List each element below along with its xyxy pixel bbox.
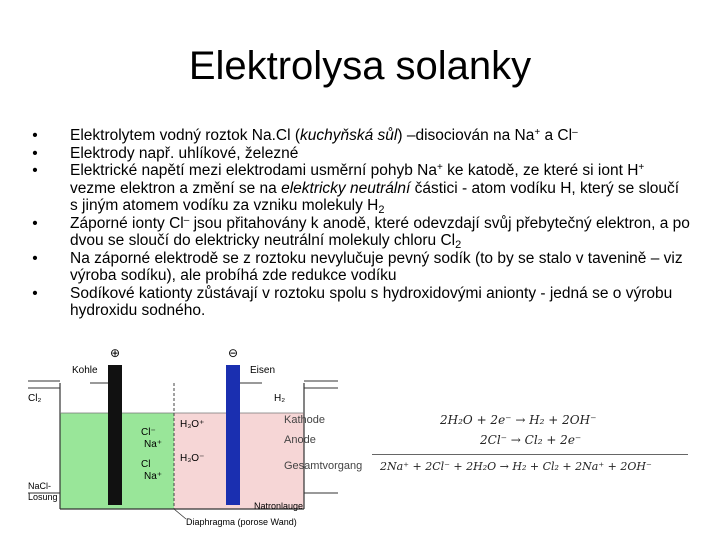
bullet-item — [30, 250, 690, 285]
bullet-text: Elektrolytem vodný roztok Na.Cl (kuchyňská sůl) –disociován na Na+ a Cl– — [70, 127, 578, 144]
ion-na-1: Na⁺ — [144, 439, 163, 450]
bullet-text: Záporné ionty Cl– jsou přitahovány k anodě, které odevzdají svůj přebytečný elektron, a po dvou se sloučí do elektricky neutrální molekuly chloru $Cl_2$ — [70, 214, 690, 251]
bullet-item — [30, 162, 690, 215]
bullet-list — [30, 127, 690, 320]
ion-h3o-1: H₃O⁺ — [180, 419, 205, 430]
kohle-label: Kohle — [72, 365, 98, 376]
bullet-item — [30, 215, 690, 250]
bullet-item — [30, 285, 690, 320]
anode-label: Anode — [284, 434, 316, 446]
bullet-text: Na záporné elektrodě se z roztoku nevylučuje pevný sodík (to by se stalo v tavenině – viz výroba sodíku), ale probíhá zde redukce vodíku — [70, 249, 683, 284]
bullet-text: Elektrické napětí mezi elektrodami usměrní pohyb Na+ ke katodě, ze které si iont H+ vezme elektron a změní se na elektricky neutrální částici - atom vodíku H, který se sloučí s jiným atomem vodíku za vzniku molekuly $H_2$ — [70, 162, 680, 216]
gesamtvorgang-label: Gesamtvorgang — [284, 460, 363, 472]
bullet-dot: • — [32, 144, 38, 162]
ion-cl-1: Cl⁻ — [141, 427, 156, 438]
diaphragma-label: Diaphragma (porose Wand) — [186, 517, 297, 527]
anode-electrode — [108, 365, 122, 505]
bullet-dot: • — [32, 284, 38, 302]
plus-sign: ⊕ — [110, 346, 121, 360]
slide-title: Elektrolysa solanky — [188, 44, 532, 88]
bullet-dot: • — [32, 249, 38, 267]
bullet-text: Sodíkové kationty zůstávají v roztoku spolu s hydroxidovými anionty - jedná se o výrobu hydroxidu sodného. — [70, 284, 673, 319]
equations-panel — [280, 410, 700, 490]
anode-equation: 2Cl⁻ → Cl₂ + 2e⁻ — [480, 433, 582, 447]
minus-sign: ⊖ — [228, 346, 239, 360]
ion-h3o-2: H₃O⁻ — [180, 453, 205, 464]
kathode-equation: 2H₂O + 2e⁻ → H₂ + 2OH⁻ — [440, 413, 597, 427]
cathode-electrode — [226, 365, 240, 505]
bullet-text: Elektrody např. uhlíkové, železné — [70, 144, 299, 162]
bullet-dot: • — [32, 127, 38, 144]
bullet-item — [30, 127, 690, 145]
bullet-dot: • — [32, 214, 38, 232]
ion-cl-2: Cl — [141, 459, 151, 470]
nacl-label-2: Losung — [28, 492, 58, 502]
ion-na-2: Na⁺ — [144, 471, 163, 482]
nacl-label-1: NaCl- — [28, 481, 52, 491]
eisen-label: Eisen — [250, 365, 276, 376]
cl2-label: Cl₂ — [28, 393, 42, 404]
h2-label: H₂ — [274, 393, 286, 404]
bullet-item — [30, 145, 690, 163]
natronlauge-label: Natronlauge — [254, 501, 304, 511]
kathode-label: Kathode — [284, 414, 325, 426]
bullet-dot: • — [32, 162, 38, 179]
gesamt-equation: 2Na⁺ + 2Cl⁻ + 2H₂O → H₂ + Cl₂ + 2Na⁺ + 2OH⁻ — [380, 460, 652, 473]
